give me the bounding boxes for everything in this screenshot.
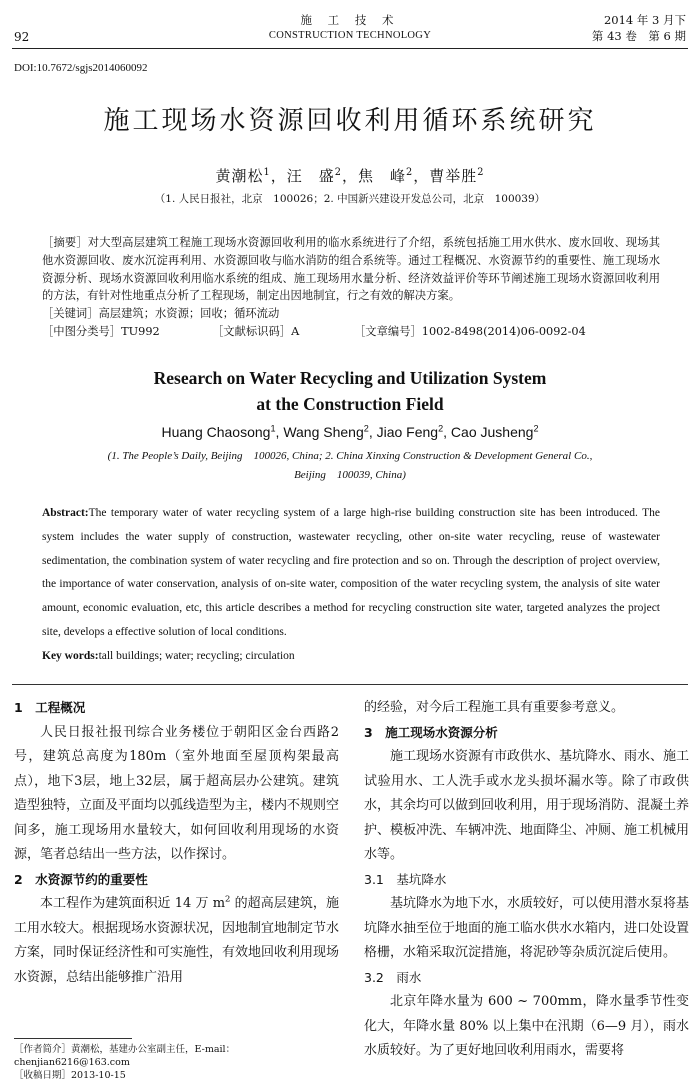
author-affil-mark: 2	[334, 167, 342, 178]
doc-code-value: A	[291, 324, 300, 338]
body-paragraph: 北京年降水量为 600 ~ 700mm，降水量季节性变化大，年降水量 80% 以上集中在汛期（6—9 月），雨水水质较好。为了更好地回收利用雨水，需要将	[364, 994, 689, 1058]
author-name: 焦 峰	[358, 167, 407, 185]
body-paragraph: 本工程作为建筑面积近 14 万 $m^2$ 的超高层建筑，施工用水较大。根据现场水资源状况，因地制宜地制定节水方案，同时保证经济性和可实施性，有效地回收利用现场水资源，总结出能够推广沿用	[14, 893, 340, 985]
issue-date: 2014 年 3 月下	[603, 13, 686, 27]
title-en-line-2: at the Construction Field	[256, 394, 444, 414]
subsection-heading: 3.1 基坑降水	[364, 871, 447, 887]
body-paragraph: 人民日报社报刊综合业务楼位于朝阳区金台西路2号，建筑总高度为180m（室外地面至屋顶构架最高点），地下3层，地上32层，属于超高层办公建筑。建筑造型独特，立面及平面均以弧线造型为主，楼内不规则空间多，施工现场用水量较大，如何回收利用现场的水资源，笔者总结出一些方法，以作探讨。	[14, 724, 340, 862]
author-intro-label: ［作者简介］	[14, 1044, 72, 1055]
author-affil-mark: 1	[263, 167, 271, 178]
affiliation-en	[60, 447, 640, 485]
received-date: 2013-10-15	[71, 1070, 126, 1081]
body-paragraph: 基坑降水为地下水，水质较好，可以使用潜水泵将基坑降水抽至位于地面的施工临水供水水箱内，进口处设置格栅，水箱采取沉淀措施，将泥砂等杂质沉淀后使用。	[364, 896, 690, 960]
author-affil-mark: 2	[438, 423, 444, 434]
author-name-en: Huang Chaosong	[161, 424, 271, 440]
header-rule	[12, 48, 688, 49]
footnote-rule	[14, 1038, 132, 1039]
body-paragraph: 施工现场水资源有市政供水、基坑降水、雨水、施工试验用水、工人洗手或水龙头损坏漏水等。除了市政供水，其余均可以做到回收利用，用于现场消防、混凝土养护、模板冲洗、车辆冲洗、地面降尘、冲厕、施工机械用水等。	[364, 749, 690, 862]
abstract-en-text: The temporary water of water recycling system of a large high-rise building construction site has been introduced. The system includes the water supply of construction, wastewater recycling, other on-site water recycling, reuse of wastewater sedimentation, the combination system of water recycling and fire protection and so on. Through the description of project overview, the importance of water conservation, analysis of on-site water, composition of the water recycling system, the analysis of site water amount, economic evaluation, etc, this article describes a method for recycling construction site water, targeted analyzes the project site, develops a effective solution of local conditions.	[42, 507, 660, 638]
section-heading: 1 工程概况	[14, 700, 86, 715]
page-number: 92	[14, 30, 30, 44]
body-column-right	[364, 696, 689, 1064]
issue-info	[592, 12, 686, 44]
article-no-value: 1002-8498(2014)06-0092-04	[421, 324, 586, 338]
author-affil-mark: 2	[533, 423, 539, 434]
subsection-heading: 3.2 雨水	[364, 969, 422, 985]
author-name: 黄潮松	[215, 167, 264, 185]
body-column-left	[14, 696, 339, 990]
section-heading: 2 水资源节约的重要性	[14, 871, 148, 887]
article-no-label: ［文章编号］	[354, 324, 422, 338]
keywords-cn: 高层建筑；水资源；回收；循环流动	[98, 307, 280, 321]
clc-value: TU992	[121, 324, 160, 338]
abstract-cn	[42, 234, 660, 341]
title-en	[0, 365, 700, 417]
footnote	[14, 1043, 339, 1082]
authors-cn: 黄潮松$^1$，汪 盛$^2$，焦 峰$^2$，曹举胜$^2$	[215, 167, 485, 185]
title-cn: 施工现场水资源回收利用循环系统研究	[103, 106, 597, 136]
author-name: 汪 盛	[286, 167, 335, 185]
journal-name-en: CONSTRUCTION TECHNOLOGY	[268, 30, 432, 41]
doi: DOI:10.7672/sgjs2014060092	[14, 62, 148, 74]
author-name-en: Cao Jusheng	[450, 424, 534, 440]
author-name-en: Jiao Feng	[376, 424, 439, 440]
affiliation-cn: （1. 人民日报社，北京 100026；2. 中国新兴建设开发总公司，北京 100039）	[154, 193, 546, 205]
abstract-text: 对大型高层建筑工程施工现场水资源回收利用的临水系统进行了介绍，系统包括施工用水供水、废水回收、现场其他水资源回收、废水沉淀再利用、水资源回收与临水消防的组合系统等。通过工程概况、水资源节约的重要性、施工现场水资源分析、现场水资源回收利用临水系统的组成、施工现场用水量分析、经济效益评价等环节阐述施工现场水资源回收利用的方法，有针对性地重点分析了工程现场，制定出因地制宜，行之有效的解决方案。	[42, 236, 660, 303]
affiliation-en-line-2: Beijing 100039, China)	[294, 469, 406, 481]
author-intro: 黄潮松，基建办公室副主任，E-mail：chenjian6216@163.com	[14, 1044, 236, 1068]
author-affil-mark: 2	[406, 167, 414, 178]
volume-issue: 第 43 卷 第 6 期	[591, 29, 686, 43]
doc-code-label: ［文献标识码］	[212, 324, 292, 338]
keywords-en: tall buildings; water; recycling; circulation	[98, 649, 295, 662]
section-heading: 3 施工现场水资源分析	[364, 724, 498, 740]
classification-row	[42, 323, 660, 341]
author-name-en: Wang Sheng	[283, 424, 364, 440]
author-affil-mark: 2	[477, 167, 485, 178]
abstract-label: ［摘要］	[42, 236, 88, 249]
affiliation-en-line-1: (1. The People’s Daily, Beijing 100026, China; 2. China Xinxing Construction & Development General Co.,	[107, 450, 593, 462]
journal-name-cn: 施 工 技 术	[300, 13, 400, 27]
author-name: 曹举胜	[429, 167, 478, 185]
clc-label: ［中图分类号］	[42, 324, 122, 338]
abstract-en: Abstract:The temporary water of water recycling system of a large high-rise building construction site has been introduced. The system includes the water supply of construction, wastewater recycling, other on-site water recycling, reuse of wastewater sedimentation, the combination system of water recycling and fire protection and so on. Through the description of project overview, the importance of water conservation, analysis of on-site water, composition of the water recycling system, the analysis of site water amount, economic evaluation, etc, this article describes a method for recycling construction site water, targeted analyzes the project site, develops a effective solution of local conditions. Key words:tall buildings; water; recycling; circulation	[42, 507, 660, 662]
keywords-en-label: Key words	[42, 649, 95, 662]
authors-en: Huang Chaosong$^1$, Wang Sheng$^2$, Jiao Feng$^2$, Cao Jusheng$^2$	[161, 423, 539, 440]
keywords-label: ［关键词］	[42, 307, 99, 321]
body-paragraph: 的经验，对今后工程施工具有重要参考意义。	[364, 700, 625, 715]
author-affil-mark: 2	[363, 423, 369, 434]
section-rule	[12, 684, 688, 685]
abstract-en-label: Abstract	[42, 507, 85, 519]
received-label: ［收稿日期］	[14, 1070, 72, 1081]
author-affil-mark: 1	[270, 423, 276, 434]
title-en-line-1: Research on Water Recycling and Utilization System	[153, 368, 547, 388]
